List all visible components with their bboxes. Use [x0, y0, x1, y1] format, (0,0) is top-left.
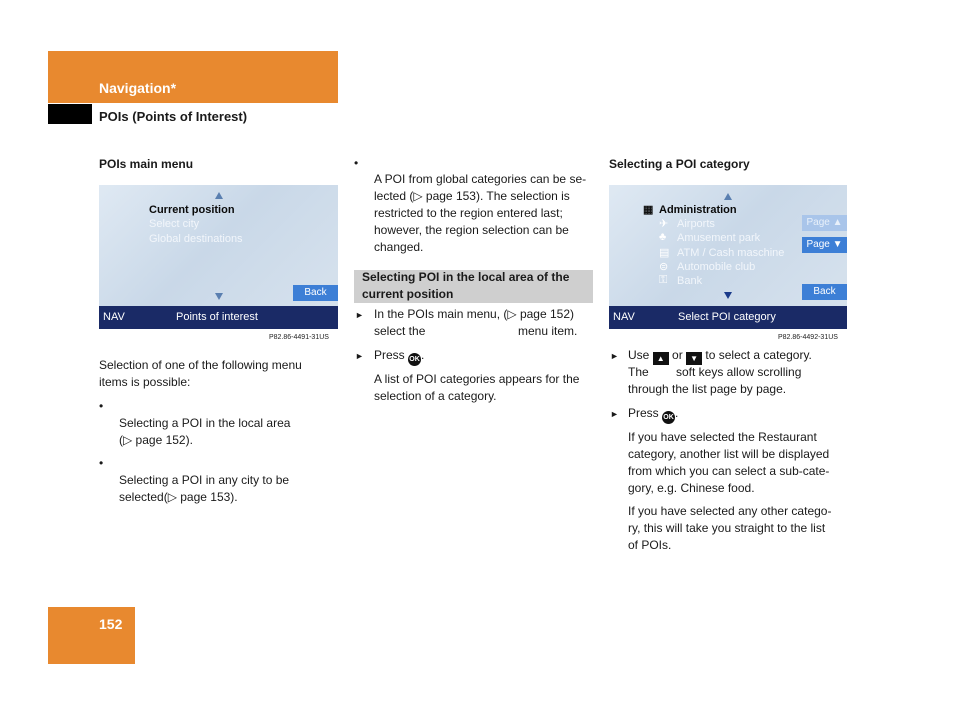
bullet2-line-1: Selecting a POI in any city to be: [119, 473, 290, 487]
figure-code: P82.86-4492-31US: [778, 334, 838, 341]
subsection-marker: [48, 104, 92, 124]
global-line-5: changed.: [374, 240, 424, 254]
bullet1-line-2: (▷ page 152).: [119, 433, 193, 447]
ok-button-icon: OK: [662, 411, 675, 424]
step-arrow-icon: ►: [610, 409, 619, 419]
use-line: [628, 347, 812, 365]
step1-line-1: In the POIs main menu, (▷ page 152): [374, 307, 574, 321]
figure-code: P82.86-4491-31US: [269, 334, 329, 341]
bullet-icon: •: [99, 456, 104, 470]
step-arrow-icon: ►: [610, 351, 619, 361]
pois-main-menu-heading: POIs main menu: [99, 157, 194, 171]
restaurant-line-4: gory, e.g. Chinese food.: [628, 481, 755, 495]
poi-category-heading: Selecting a POI category: [609, 157, 750, 171]
building-icon: ▦: [643, 204, 654, 216]
press-line: Press OK.: [628, 405, 678, 424]
bullet-icon: •: [354, 156, 359, 170]
nav-label: NAV: [103, 311, 125, 323]
use-rest-label: to select a category.: [705, 348, 812, 362]
scroll-up-icon: [215, 192, 223, 199]
page-number: 152: [99, 616, 123, 632]
category-administration[interactable]: [643, 204, 737, 216]
category-automobile-club[interactable]: [659, 261, 756, 273]
local-area-heading-line-1: Selecting POI in the local area of the: [362, 270, 570, 284]
menu-item-select-city[interactable]: Select city: [149, 218, 200, 230]
atm-icon: ▤: [659, 247, 670, 259]
global-line-4: however, the region selection can be: [374, 223, 569, 237]
local-area-heading-line-2: current position: [362, 287, 454, 301]
category-label: Administration: [659, 204, 737, 216]
restaurant-line-1: If you have selected the Restaurant: [628, 430, 817, 444]
menu-item-current-position[interactable]: Current position: [149, 204, 235, 216]
result-line-1: A list of POI categories appears for the: [374, 372, 580, 386]
scroll-down-icon: [215, 293, 223, 300]
intro-line-1: Selection of one of the following menu: [99, 358, 302, 372]
category-label: Airports: [677, 218, 715, 230]
step2-press: Press OK.: [374, 347, 424, 366]
global-line-2: lected (▷ page 153). The selection is: [374, 189, 570, 203]
section-title: Navigation*: [99, 80, 177, 96]
category-label: Bank: [677, 275, 703, 287]
menu-item-global-destinations[interactable]: Global destinations: [149, 233, 243, 245]
subsection-title: POIs (Points of Interest): [99, 109, 248, 124]
category-label: ATM / Cash maschine: [677, 247, 785, 259]
other-line-1: If you have selected any other catego-: [628, 504, 832, 518]
step1-select-the: select the: [374, 324, 426, 338]
intro-line-2: items is possible:: [99, 375, 191, 389]
nav-status-bar: [609, 306, 847, 329]
or-label: or: [672, 348, 683, 362]
category-amusement-park[interactable]: [659, 231, 761, 244]
airplane-icon: ✈: [659, 218, 669, 230]
balloon-icon: ♣: [659, 231, 667, 243]
restaurant-line-3: from which you can select a sub-cate-: [628, 464, 830, 478]
result-line-2: selection of a category.: [374, 389, 497, 403]
global-line-1: A POI from global categories can be se-: [374, 172, 587, 186]
bullet1-line-1: Selecting a POI in the local area: [119, 416, 291, 430]
category-airports[interactable]: [659, 218, 715, 230]
poi-category-screen: [609, 185, 847, 329]
nav-status-bar: [99, 306, 338, 329]
section-header-bar: [48, 51, 338, 103]
page-down-softkey[interactable]: Page ▼: [802, 237, 847, 253]
press-label: Press: [374, 348, 405, 362]
other-line-2: ry, this will take you straight to the list: [628, 521, 826, 535]
step-arrow-icon: ►: [355, 351, 364, 361]
car-icon: ⊜: [659, 261, 669, 273]
back-softkey[interactable]: Back: [802, 284, 847, 300]
press-label: Press: [628, 406, 659, 420]
key-icon: ⚿: [659, 274, 668, 286]
category-label: Amusement park: [677, 232, 761, 244]
use-label: Use: [628, 348, 650, 362]
step-arrow-icon: ►: [355, 310, 364, 320]
global-line-3: restricted to the region entered last;: [374, 206, 563, 220]
other-line-3: of POIs.: [628, 538, 672, 552]
category-label: Automobile club: [677, 261, 756, 273]
down-key-icon: ▼: [686, 352, 702, 365]
bullet2-line-2: selected(▷ page 153).: [119, 490, 238, 504]
restaurant-line-2: category, another list will be displayed: [628, 447, 830, 461]
back-softkey[interactable]: Back: [293, 285, 338, 301]
page-up-softkey[interactable]: Page ▲: [802, 215, 847, 231]
softkeys-line: soft keys allow scrolling: [676, 365, 802, 379]
category-atm[interactable]: [659, 247, 785, 259]
ok-button-icon: OK: [408, 353, 421, 366]
up-key-icon: ▲: [653, 352, 669, 365]
bullet-icon: •: [99, 399, 104, 413]
category-bank[interactable]: [659, 274, 703, 287]
step1-menu-item: menu item.: [518, 324, 578, 338]
scroll-up-icon: [724, 193, 732, 200]
screen-title: Select POI category: [678, 311, 776, 323]
pois-main-menu-screen: [99, 185, 338, 329]
scroll-down-icon: [724, 292, 732, 299]
the-label: The: [628, 365, 649, 379]
screen-title: Points of interest: [176, 311, 258, 323]
nav-label: NAV: [613, 311, 635, 323]
through-line: through the list page by page.: [628, 382, 787, 396]
